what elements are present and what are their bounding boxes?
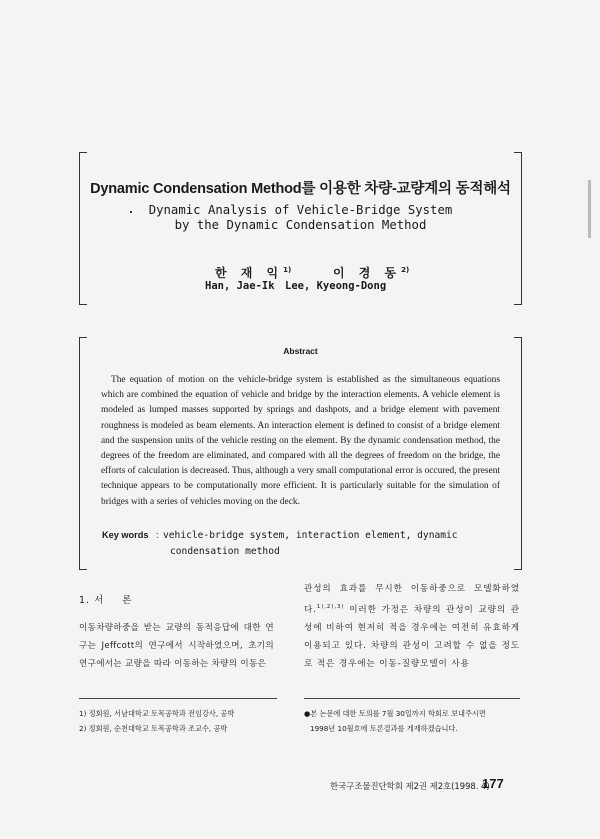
title-block (79, 152, 522, 305)
author2-korean: 이 경 동$^{2)}$ (333, 266, 410, 280)
keywords-label: Key words : (102, 530, 159, 540)
notice-line-1: ●본 논문에 대한 토의를 7월 30일까지 학회로 보내주시면 (304, 709, 486, 718)
paper-title-korean: Dynamic Condensation Method를 이용한 차량-교량계의 동적해석 (90, 181, 511, 197)
intro-paragraph-right: 관성의 효과를 무시한 이동하중으로 모델화하였다.$^{1),2),3)}$ 이러한 가정은 차량의 관성이 교량의 관성에 비하여 현저히 적을 경우에는 여전히 유효하게 이용되고 있다. 차량의 관성이 고려할 수 없을 정도로 적은 경우에는 이동-질량모델이 사용 (304, 584, 520, 669)
footnote-rule-left (79, 698, 277, 699)
scan-margin-mark (588, 180, 591, 238)
subtitle-line-1: Dynamic Analysis of Vehicle-Bridge System (148, 203, 453, 217)
right-column (304, 580, 520, 673)
citation-refs: 1),2),3) (316, 604, 345, 610)
author1-korean: 한 재 익$^{1)}$ (215, 266, 292, 280)
notice-line-2: 1998년 10월호에 토론결과를 게재하겠습니다. (310, 724, 458, 733)
author-footnotes (79, 706, 279, 736)
paper-title-english (80, 203, 521, 233)
left-column (79, 592, 274, 673)
abstract-block (79, 337, 522, 570)
journal-citation: 한국구조물진단학회 제2권 제2호(1998. 4) (330, 781, 490, 791)
discussion-notice (304, 706, 520, 736)
footnote-rule-right (304, 698, 520, 699)
footnote-1: 1) 정회원, 서남대학교 토목공학과 전임강사, 공박 (79, 709, 235, 718)
subtitle-line-2: by the Dynamic Condensation Method (174, 218, 427, 232)
footnote-2: 2) 정회원, 순천대학교 토목공학과 조교수, 공박 (79, 724, 228, 733)
author2-english: Lee, Kyeong-Dong (285, 280, 387, 292)
section-heading: 1. 서 론 (79, 595, 133, 606)
scan-speck (130, 211, 132, 213)
page-number: 177 (482, 776, 504, 791)
abstract-body: The equation of motion on the vehicle-bridge system is established as the simultaneous equations which are combined the equation of vehicle and bridge by the interaction elements. A vehicle element is modeled as lumped masses supported by springs and dashpots, and a bridge element with pavement roughness is modeled as beam elements. An interaction element is defined to consist of a bridge element and the suspension units of the vehicle resting on the element. By the dynamic condensation method, the degrees of the freedom are eliminated, and compared with all the degrees of freedom on the bridge, the efforts of calculation is decreased. Thus, although a very small computational error is occured, the present technique appears to be computationally more efficient. It is particularly suitable for the simulation of bridges with a series of vehicles moving on the deck. (101, 375, 500, 507)
intro-paragraph-left: 이동차량하중을 받는 교량의 동적응답에 대한 연구는 Jeffcott의 연구에서 시작하였으며, 초기의 연구에서는 교량을 따라 이동하는 차량의 이동은 (79, 623, 274, 669)
author1-english: Han, Jae-Ik (205, 280, 275, 292)
keywords-text: vehicle-bridge system, interaction element, dynamic condensation method (163, 530, 458, 557)
abstract-heading: Abstract (283, 346, 318, 356)
